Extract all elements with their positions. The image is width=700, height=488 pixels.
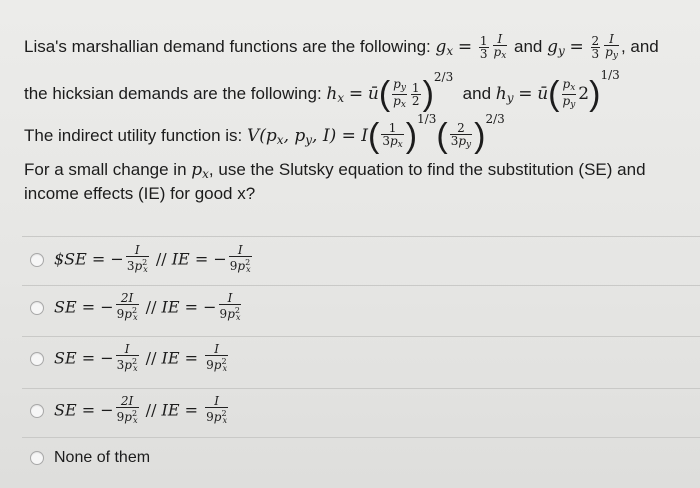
radio-button[interactable] bbox=[30, 301, 44, 315]
divider bbox=[22, 437, 700, 438]
question-line-4 bbox=[24, 160, 646, 181]
utility-symbol: ū bbox=[367, 84, 379, 104]
px-symbol: $p_x$ bbox=[191, 160, 209, 181]
paren: ) bbox=[474, 117, 486, 156]
option-formula: SE = − $\frac{2I}{9p^2_x}$ // IE = − $\frac{I}{9p^2_x}$ bbox=[54, 291, 241, 322]
radio-button[interactable] bbox=[30, 404, 44, 418]
paren: ) bbox=[589, 75, 601, 114]
answer-option-4[interactable] bbox=[30, 395, 230, 427]
equals-sign: = bbox=[348, 84, 364, 104]
and-text: and bbox=[514, 36, 543, 56]
paren: ( bbox=[378, 75, 391, 114]
option-formula: SE = − $\frac{2I}{9p^2_x}$ // IE = $\frac{I}{9p^2_x}$ bbox=[54, 394, 228, 425]
fraction: $\frac{2}{3}$ bbox=[591, 34, 600, 61]
hy-symbol: $h_y$ bbox=[495, 84, 514, 105]
question-text: income effects (IE) for good x? bbox=[24, 184, 256, 203]
gy-symbol: $g_y$ bbox=[547, 36, 565, 58]
exponent: 2/3 bbox=[485, 112, 505, 126]
paren: ) bbox=[422, 75, 434, 114]
question-text: , and bbox=[620, 36, 659, 56]
gx-symbol: $g_x$ bbox=[435, 36, 454, 58]
divider bbox=[22, 336, 700, 337]
divider bbox=[22, 388, 700, 389]
question-text: For a small change in bbox=[24, 160, 192, 179]
question-line-1 bbox=[24, 33, 659, 62]
paren: ) bbox=[405, 117, 418, 156]
question-line-3 bbox=[24, 112, 505, 156]
utility-symbol: ū bbox=[537, 84, 549, 104]
hx-symbol: $h_x$ bbox=[326, 84, 345, 105]
paren: ( bbox=[367, 117, 380, 156]
fraction: $\frac{2}{3p_y}$ bbox=[450, 121, 472, 151]
indirect-utility-expression: $V(p_x$, $p_y$, I) = I bbox=[246, 126, 368, 147]
fraction: $\frac{I}{p_x}$ bbox=[493, 32, 507, 61]
option-label: None of them bbox=[54, 449, 151, 466]
answer-option-3[interactable] bbox=[30, 343, 230, 375]
answer-option-2[interactable] bbox=[30, 292, 243, 324]
radio-button[interactable] bbox=[30, 352, 44, 366]
question-text: , use the Slutsky equation to find the substitution (SE) and bbox=[208, 160, 646, 179]
answer-option-1[interactable] bbox=[30, 244, 254, 276]
equals-sign: = bbox=[569, 36, 584, 57]
equals-sign: = bbox=[518, 84, 533, 104]
divider bbox=[22, 285, 700, 286]
exponent: 1/3 bbox=[417, 112, 437, 126]
fraction: $\frac{1}{2}$ bbox=[411, 81, 420, 109]
fraction: $\frac{I}{p_y}$ bbox=[605, 32, 618, 61]
question-line-5 bbox=[24, 184, 255, 204]
option-formula: $SE = − $\frac{I}{3p^2_x}$ // IE = − $\frac{I}{9p^2_x}$ bbox=[54, 243, 251, 274]
fraction: $\frac{p_y}{p_x}$ bbox=[393, 77, 406, 111]
exponent: 2/3 bbox=[433, 70, 454, 84]
radio-button[interactable] bbox=[30, 451, 44, 465]
answer-option-5[interactable] bbox=[30, 449, 150, 467]
factor-two: 2 bbox=[578, 84, 590, 104]
fraction: $\frac{1}{3p_x}$ bbox=[382, 121, 403, 151]
paren: ( bbox=[548, 75, 560, 114]
question-text: The indirect utility function is: bbox=[24, 126, 247, 145]
question-text: Lisa's marshallian demand functions are the following: bbox=[24, 36, 436, 56]
and-text: and bbox=[462, 84, 492, 103]
paren: ( bbox=[436, 117, 448, 156]
radio-button[interactable] bbox=[30, 253, 44, 267]
equals-sign: = bbox=[457, 36, 473, 57]
fraction: $\frac{p_x}{p_y}$ bbox=[562, 77, 576, 111]
question-line-2 bbox=[24, 68, 620, 114]
question-text: the hicksian demands are the following: bbox=[24, 84, 327, 103]
option-formula: SE = − $\frac{I}{3p^2_x}$ // IE = $\frac{I}{9p^2_x}$ bbox=[54, 342, 228, 373]
exponent: 1/3 bbox=[600, 68, 620, 82]
divider bbox=[22, 236, 700, 237]
fraction: $\frac{1}{3}$ bbox=[479, 34, 488, 61]
